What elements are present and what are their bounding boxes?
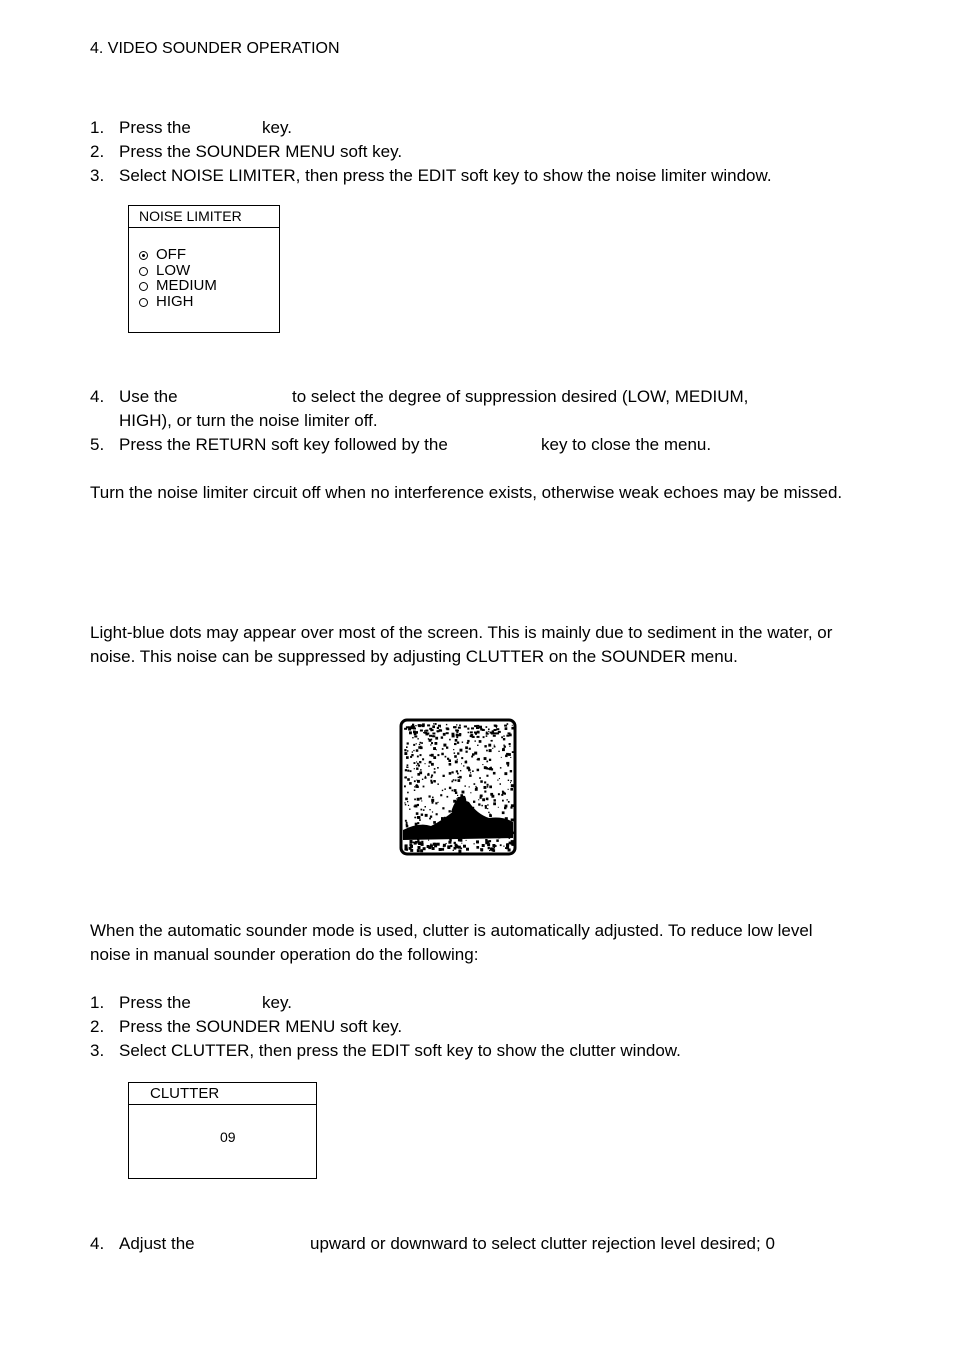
step-text: upward or downward to select clutter rejection level desired; 0 [310, 1234, 775, 1253]
step-number: 3. [90, 166, 105, 185]
radio-icon [139, 298, 148, 307]
radio-icon [139, 267, 148, 276]
clutter-echo-image [399, 718, 517, 856]
step-number: 4. [90, 387, 105, 406]
step-text: key. [262, 993, 292, 1012]
step-text: Press the [119, 993, 191, 1012]
step-text: Press the [119, 118, 191, 137]
step-text: HIGH), or turn the noise limiter off. [119, 411, 378, 430]
step-text: Adjust the [119, 1234, 195, 1253]
option-label: HIGH [156, 293, 194, 310]
step-text: Select CLUTTER, then press the EDIT soft key to show the clutter window. [119, 1041, 681, 1060]
option-label: MEDIUM [156, 277, 217, 294]
noise-limiter-window [128, 205, 280, 333]
option-high[interactable] [139, 294, 194, 310]
clutter-value[interactable]: 09 [220, 1129, 236, 1145]
window-title: NOISE LIMITER [129, 206, 279, 228]
step-text: key to close the menu. [541, 435, 712, 454]
noise-note: Turn the noise limiter circuit off when no interference exists, otherwise weak echoes may be missed. [90, 483, 843, 502]
option-off[interactable] [139, 247, 186, 263]
option-medium[interactable] [139, 278, 217, 294]
step-text: Press the SOUNDER MENU soft key. [119, 1017, 403, 1036]
step-number: 3. [90, 1041, 105, 1060]
window-title: CLUTTER [129, 1083, 316, 1105]
step-text: Use the [119, 387, 178, 406]
step-text: Press the RETURN soft key followed by the [119, 435, 448, 454]
clutter-echo-illustration [399, 718, 517, 856]
step-text: to select the degree of suppression desired (LOW, MEDIUM, [292, 387, 749, 406]
clutter-intro: Light-blue dots may appear over most of the screen. This is mainly due to sediment in the water, or noise. This noise can be suppressed by adjusting CLUTTER on the SOUNDER menu. [90, 623, 833, 666]
radio-selected-icon [139, 251, 148, 260]
step-text: Select NOISE LIMITER, then press the EDIT soft key to show the noise limiter window. [119, 166, 772, 185]
step-number: 1. [90, 993, 105, 1012]
step-number: 1. [90, 118, 105, 137]
step-number: 4. [90, 1234, 105, 1253]
step-number: 2. [90, 1017, 105, 1036]
chapter-header: 4. VIDEO SOUNDER OPERATION [90, 40, 340, 57]
clutter-window [128, 1082, 317, 1179]
radio-icon [139, 282, 148, 291]
step-number: 2. [90, 142, 105, 161]
step-number: 5. [90, 435, 105, 454]
step-text: Press the SOUNDER MENU soft key. [119, 142, 403, 161]
auto-sounder-note: When the automatic sounder mode is used, clutter is automatically adjusted. To reduce low level noise in manual sounder operation do the following: [90, 921, 813, 964]
option-label: LOW [156, 262, 191, 279]
option-label: OFF [156, 246, 186, 263]
step-text: key. [262, 118, 292, 137]
